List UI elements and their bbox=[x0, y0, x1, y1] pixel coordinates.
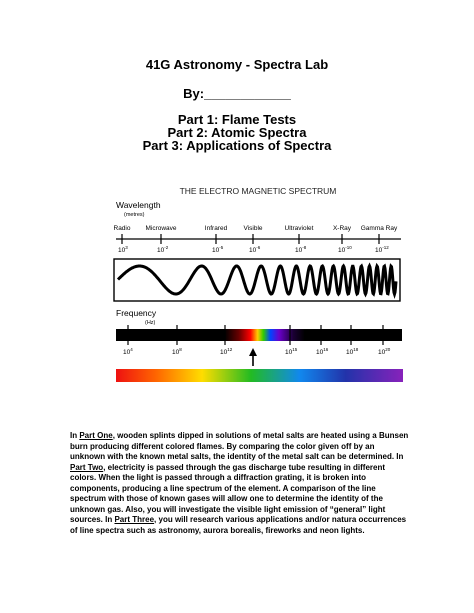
by-label: By: bbox=[183, 86, 205, 101]
frequency-tick-label-4: $10^{16}$ bbox=[316, 347, 329, 356]
author-line bbox=[0, 86, 474, 101]
frequency-tick-label-6: $10^{20}$ bbox=[378, 347, 391, 356]
frequency-tick-label-3: $10^{15}$ bbox=[285, 347, 298, 356]
em-spectrum-figure bbox=[110, 183, 406, 388]
band-label-0: Radio bbox=[113, 225, 131, 232]
wavelength-tick-label-0: $10^3$ bbox=[118, 245, 128, 254]
visible-spectrum-bar bbox=[116, 369, 403, 382]
frequency-unit: (Hz) bbox=[145, 320, 156, 326]
band-label-2: Infrared bbox=[204, 225, 228, 232]
part-three-ref: Part Three bbox=[114, 515, 155, 524]
frequency-label: Frequency bbox=[116, 308, 157, 318]
part-1-heading: Part 1: Flame Tests bbox=[177, 112, 297, 127]
frequency-tick-label-5: $10^{18}$ bbox=[346, 347, 359, 356]
wavelength-tick-label-5: $10^{-10}$ bbox=[338, 245, 352, 254]
wavelength-label: Wavelength bbox=[116, 200, 161, 210]
frequency-tick-label-0: $10^4$ bbox=[123, 347, 133, 356]
frequency-bar bbox=[116, 329, 402, 341]
wavelength-unit: (metres) bbox=[124, 212, 145, 218]
body-part-three-text: , you will research various applications and/or natura occurrences of line spectra such as astronomy, aurora borealis, fireworks and neon lights. bbox=[70, 515, 407, 535]
band-label-6: Gamma Ray bbox=[360, 225, 398, 232]
band-label-5: X-Ray bbox=[332, 225, 352, 232]
band-label-3: Visible bbox=[243, 225, 263, 232]
visible-arrow-head bbox=[249, 348, 257, 356]
part-3-heading: Part 3: Applications of Spectra bbox=[142, 138, 332, 153]
frequency-tick-label-2: $10^{12}$ bbox=[220, 347, 233, 356]
part-2-heading: Part 2: Atomic Spectra bbox=[167, 125, 307, 140]
lab-description bbox=[70, 431, 410, 536]
band-label-4: Ultraviolet bbox=[284, 225, 314, 232]
page-title: 41G Astronomy - Spectra Lab bbox=[145, 57, 329, 72]
band-label-1: Microwave bbox=[145, 225, 177, 232]
wavelength-tick-label-6: $10^{-12}$ bbox=[375, 245, 389, 254]
frequency-tick-label-1: $10^8$ bbox=[172, 347, 182, 356]
band-labels bbox=[114, 225, 398, 232]
part-one-ref: Part One bbox=[79, 431, 113, 440]
wavelength-tick-label-1: $10^{-2}$ bbox=[157, 245, 169, 254]
body-part-one-text: , wooden splints dipped in solutions of metal salts are heated using a Bunsen burn producing different colored flames. By comparing the color given off by an unknown with the known metal salts, the identity of the metal salt can be determined. In bbox=[70, 431, 409, 461]
body-part-two-text: , electricity is passed through the gas discharge tube resulting in different colors. When the light is passed through a diffraction grating, it is broken into components, producing a line spectrum of the element. A comparison of the line spectrum with those of known gases will allow one to determine the identity of the unknown gas. Also, you will investigate the visible light emission of “general” light sources. In bbox=[70, 462, 386, 524]
figure-title: THE ELECTRO MAGNETIC SPECTRUM bbox=[179, 186, 337, 196]
author-blank: ____________ bbox=[204, 86, 291, 101]
wavelength-tick-label-4: $10^{-8}$ bbox=[295, 245, 307, 254]
wavelength-tick-label-3: $10^{-6}$ bbox=[249, 245, 261, 254]
part-two-ref: Part Two bbox=[70, 462, 104, 472]
body-intro: In bbox=[70, 431, 80, 440]
wavelength-tick-label-2: $10^{-5}$ bbox=[212, 245, 224, 254]
wavelength-ticks bbox=[118, 234, 389, 254]
